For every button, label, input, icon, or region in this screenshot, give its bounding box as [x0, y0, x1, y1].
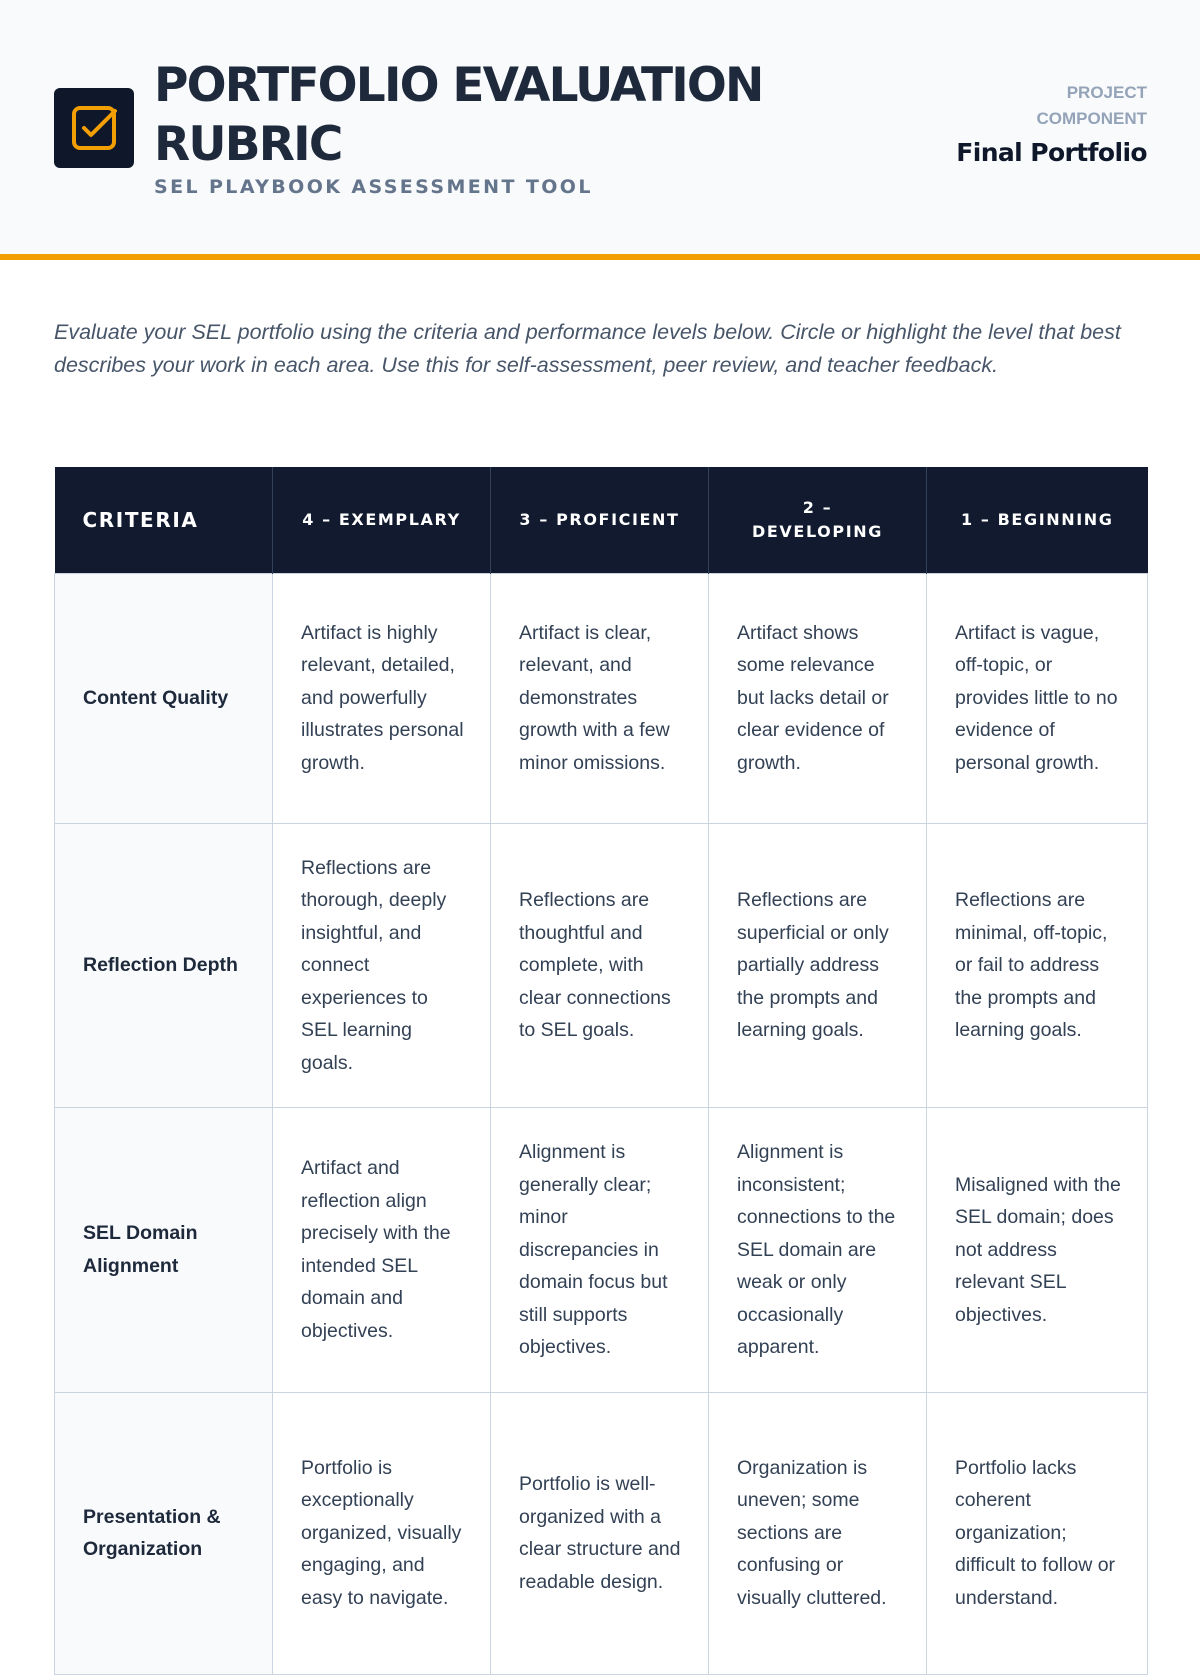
meta-value: Final Portfolio — [956, 138, 1147, 167]
criterion-cell: Content Quality — [55, 573, 273, 823]
level-cell: Organization is uneven; some sections are confusing or visually cluttered. — [709, 1392, 927, 1674]
table-row — [55, 573, 1148, 823]
column-header-proficient: 3 – PROFICIENT — [491, 467, 709, 573]
checkbox-icon — [71, 105, 117, 151]
criterion-cell: SEL Domain Alignment — [55, 1108, 273, 1393]
level-cell: Reflections are minimal, off-topic, or fail to address the prompts and learning goals. — [927, 823, 1148, 1108]
level-cell: Portfolio is well-organized with a clear structure and readable design. — [491, 1392, 709, 1674]
level-cell: Artifact and reflection align precisely with the intended SEL domain and objectives. — [273, 1108, 491, 1393]
level-cell: Portfolio is exceptionally organized, visually engaging, and easy to navigate. — [273, 1392, 491, 1674]
level-cell: Alignment is generally clear; minor discrepancies in domain focus but still supports objectives. — [491, 1108, 709, 1393]
table-row — [55, 1392, 1148, 1674]
rubric-table — [54, 467, 1148, 1675]
criterion-cell: Presentation & Organization — [55, 1392, 273, 1674]
rubric-header-row — [55, 467, 1148, 573]
level-cell: Artifact is highly relevant, detailed, and powerfully illustrates personal growth. — [273, 573, 491, 823]
column-header-developing: 2 – DEVELOPING — [709, 467, 927, 573]
project-meta — [956, 80, 1147, 167]
level-cell: Misaligned with the SEL domain; does not address relevant SEL objectives. — [927, 1108, 1148, 1393]
column-header-criteria: CRITERIA — [55, 467, 273, 573]
logo-badge — [54, 88, 134, 168]
column-header-beginning: 1 – BEGINNING — [927, 467, 1148, 573]
level-cell: Alignment is inconsistent; connections to the SEL domain are weak or only occasionally apparent. — [709, 1108, 927, 1393]
page-header — [0, 0, 1200, 260]
table-row — [55, 1108, 1148, 1393]
level-cell: Artifact is clear, relevant, and demonstrates growth with a few minor omissions. — [491, 573, 709, 823]
column-header-exemplary: 4 – EXEMPLARY — [273, 467, 491, 573]
level-cell: Reflections are thorough, deeply insightful, and connect experiences to SEL learning goals. — [273, 823, 491, 1108]
level-cell: Artifact shows some relevance but lacks detail or clear evidence of growth. — [709, 573, 927, 823]
intro-text: Evaluate your SEL portfolio using the criteria and performance levels below. Circle or highlight the level that best describes your work in each area. Use this for self-assessment, peer review, and teacher feedback. — [54, 320, 1121, 377]
table-row — [55, 823, 1148, 1108]
level-cell: Artifact is vague, off-topic, or provides little to no evidence of personal growth. — [927, 573, 1148, 823]
level-cell: Portfolio lacks coherent organization; difficult to follow or understand. — [927, 1392, 1148, 1674]
level-cell: Reflections are thoughtful and complete, with clear connections to SEL goals. — [491, 823, 709, 1108]
level-cell: Reflections are superficial or only partially address the prompts and learning goals. — [709, 823, 927, 1108]
page-title: PORTFOLIO EVALUATION RUBRIC — [154, 58, 763, 172]
criterion-cell: Reflection Depth — [55, 823, 273, 1108]
meta-label: PROJECT COMPONENT — [1036, 83, 1147, 128]
page-subtitle: SEL PLAYBOOK ASSESSMENT TOOL — [154, 176, 593, 198]
